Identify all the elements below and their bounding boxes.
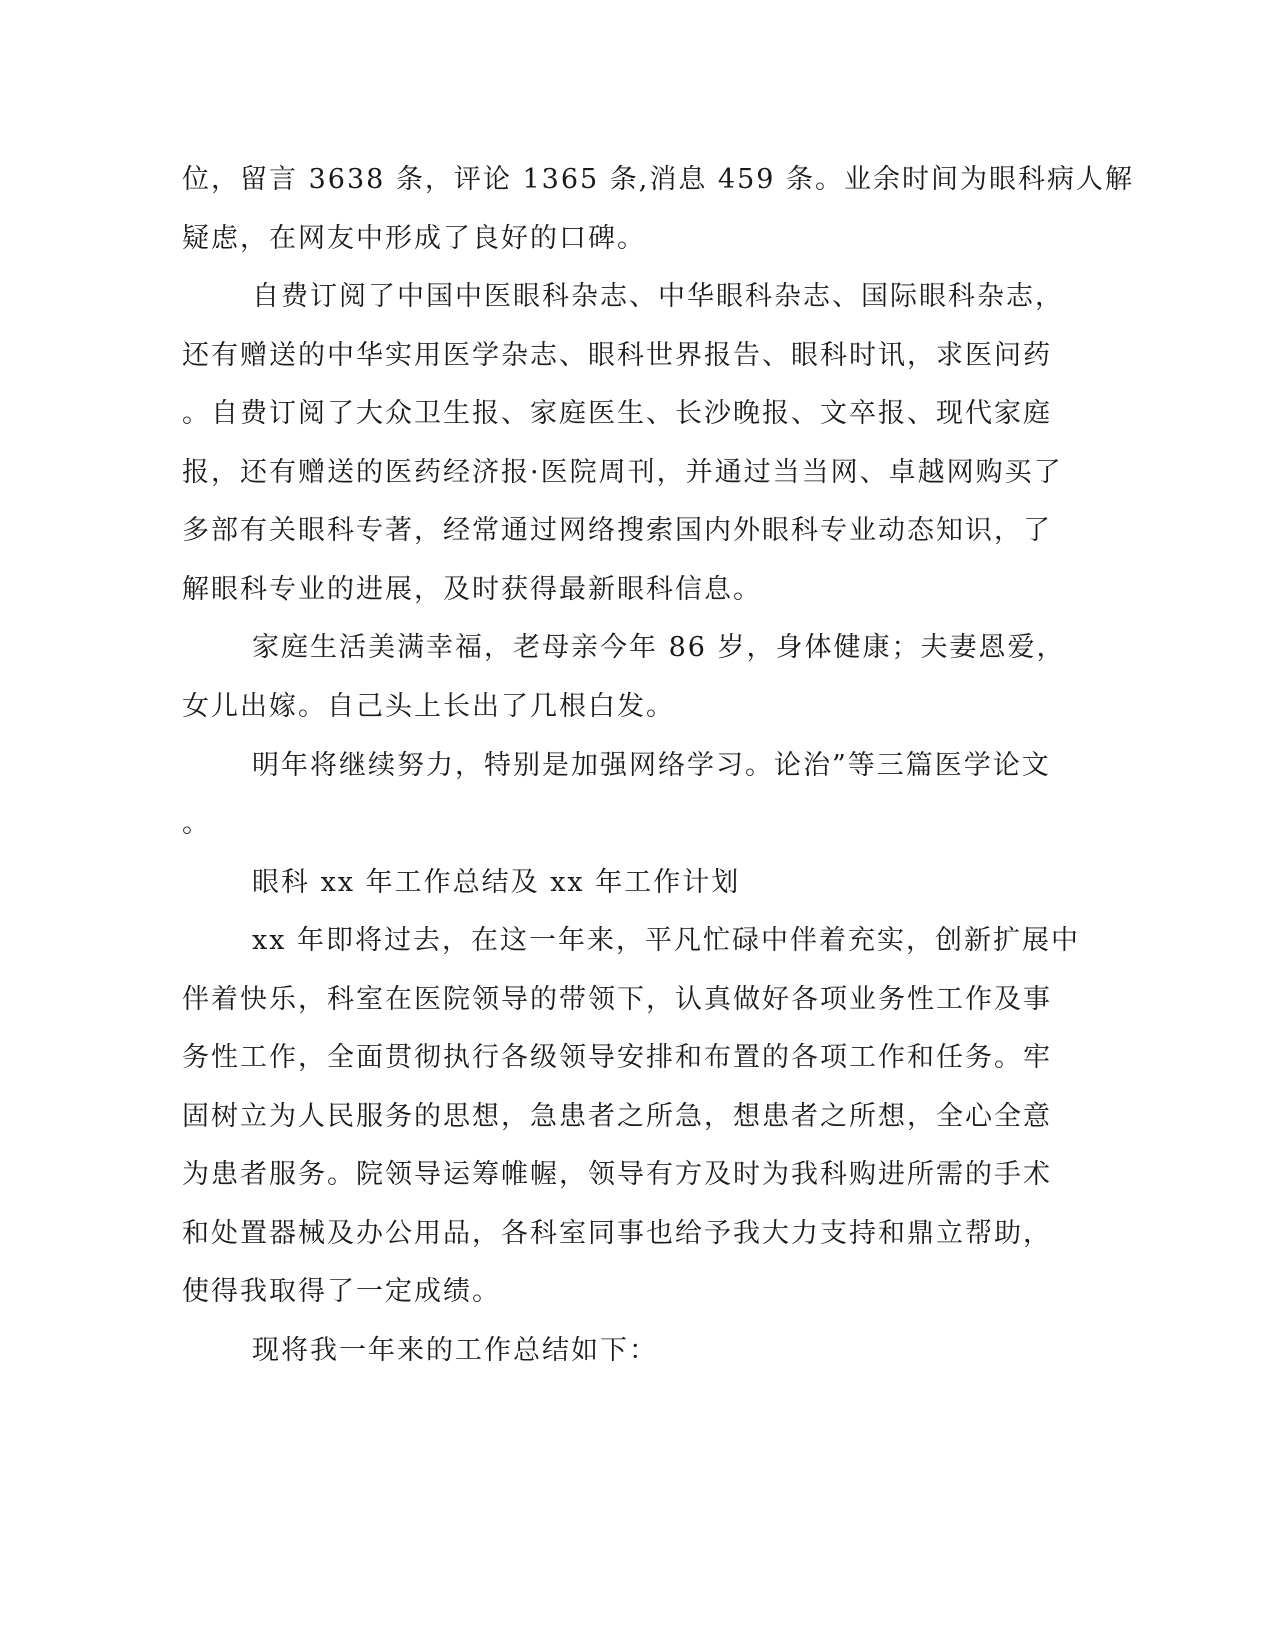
text-line: 还有赠送的中华实用医学杂志、眼科世界报告、眼科时讯，求医问药 [182,340,1052,371]
text-line: 女儿出嫁。自己头上长出了几根白发。 [182,691,675,722]
text-line: 为患者服务。院领导运筹帷幄，领导有方及时为我科购进所需的手术 [182,1159,1052,1190]
text-line: 使得我取得了一定成绩。 [182,1276,501,1307]
text-line: 伴着快乐，科室在医院领导的带领下，认真做好各项业务性工作及事 [182,984,1052,1015]
text-line: 和处置器械及办公用品，各科室同事也给予我大力支持和鼎立帮助， [182,1218,1052,1249]
text-line: 务性工作，全面贯彻执行各级领导安排和布置的各项工作和任务。牢 [182,1042,1052,1073]
text-line: 解眼科专业的进展，及时获得最新眼科信息。 [182,574,762,605]
text-line: 家庭生活美满幸福，老母亲今年 86 岁，身体健康；夫妻恩爱， [252,632,1066,663]
section-heading: 眼科 xx 年工作总结及 xx 年工作计划 [252,867,741,898]
text-line: 位，留言 3638 条，评论 1365 条,消息 459 条。业余时间为眼科病人解 [182,164,1135,195]
text-line: 固树立为人民服务的思想，急患者之所急，想患者之所想，全心全意 [182,1101,1052,1132]
text-line: 现将我一年来的工作总结如下： [252,1335,658,1366]
text-line: 。自费订阅了大众卫生报、家庭医生、长沙晚报、文卒报、现代家庭 [182,398,1052,429]
text-line: 明年将继续努力，特别是加强网络学习。论治”等三篇医学论文 [252,750,1051,781]
text-line: 自费订阅了中国中医眼科杂志、中华眼科杂志、国际眼科杂志， [252,281,1064,312]
text-line: 多部有关眼科专著，经常通过网络搜索国内外眼科专业动态知识，了 [182,515,1052,546]
text-line: 报，还有赠送的医药经济报·医院周刊，并通过当当网、卓越网购买了 [182,457,1063,488]
text-line: 。 [182,808,211,839]
text-line: 疑虑，在网友中形成了良好的口碑。 [182,223,646,254]
text-line: xx 年即将过去，在这一年来，平凡忙碌中伴着充实，创新扩展中 [252,925,1081,956]
